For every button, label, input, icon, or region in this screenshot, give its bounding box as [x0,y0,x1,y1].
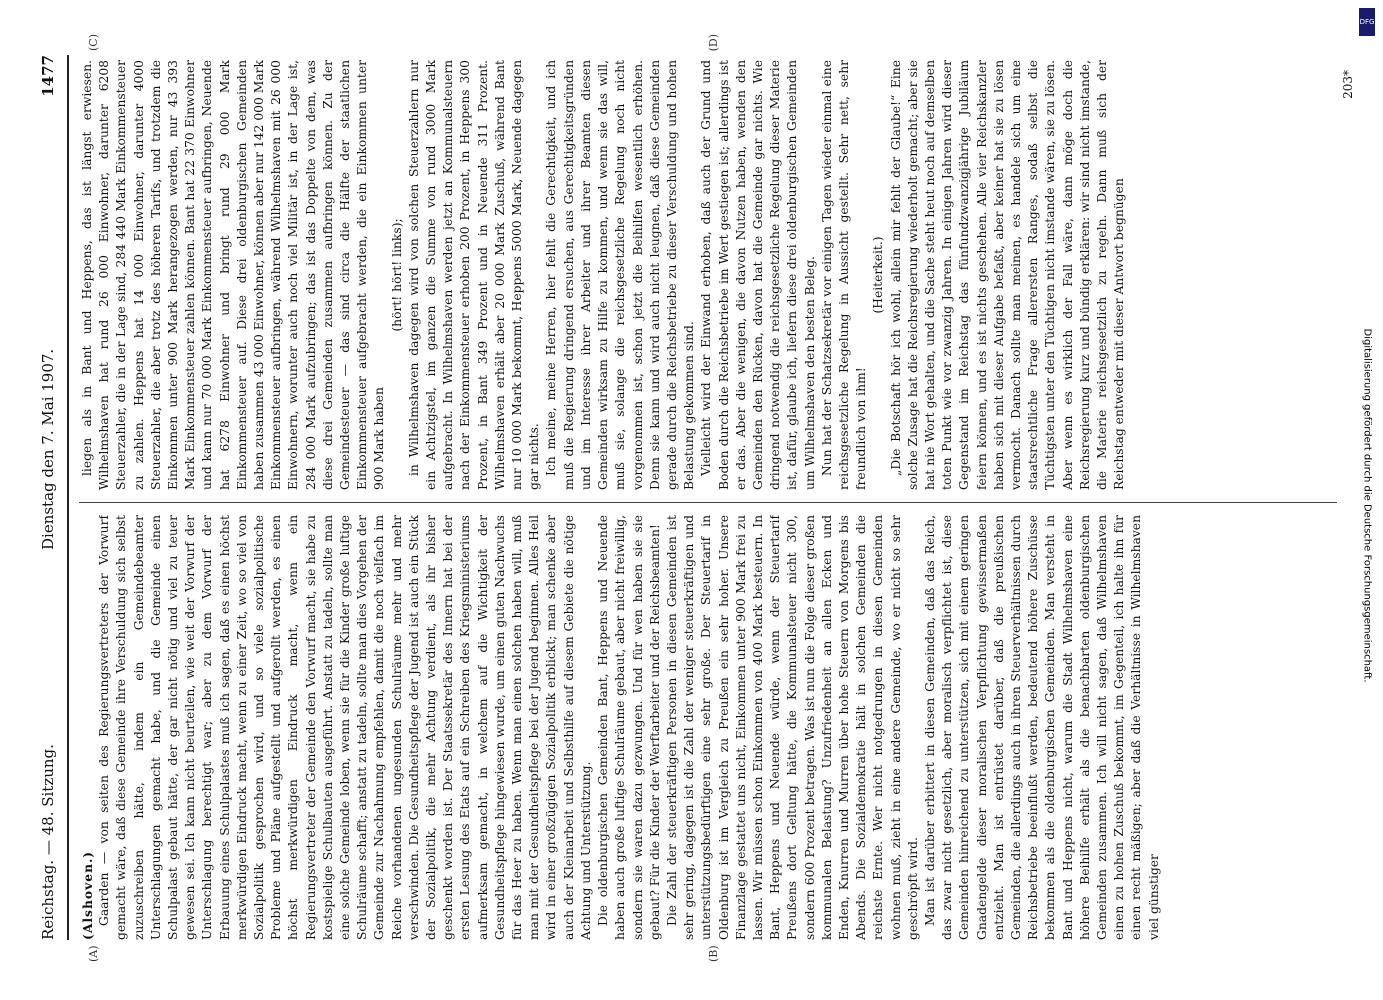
interjection: (Heiterkeit.) [870,236,885,314]
column-divider [79,502,1337,503]
paragraph: Die Zahl der steuerkräftigen Personen in diesen Gemeinden ist sehr gering, dagegen ist die Zahl der weniger steuerkräftigen und unterstützungsbedürftigen eine sehr große. Der Steuertarif in Oldenburg ist im Vergleich zu Preußen ein sehr hoher. Unsere Finanzlage gestattet uns nicht, Einkommen unter 900 Mark frei zu lassen. Wir müssen schon Einkommen von 400 Mark besteuern. In Bant, Heppens und Neuende würde, wenn der Steuertarif Preußens dort Geltung hätte, die Kommunalsteuer nicht 300, sondern 600 Prozent betragen. Was ist nun die Folge dieser großen kommunalen Belastung? Unzufriedenheit an allen Ecken und Enden, Knurren und Murren über hohe Steuern von Morgens bis Abends. Die Sozialdemokratie hält in solchen Gemeinden die reichste Ernte. Wer nicht notgedrungen in diesen Gemeinden wohnen muß, zieht in eine andere Gemeinde, wo er nicht so sehr geschröpft wird. [664,515,920,940]
interjection: (hört! hört! links); [389,218,404,332]
signature-mark: 203* [1340,70,1355,99]
paragraph: Nun hat der Schatzsekretär vor einigen Tagen wieder einmal eine reichsgesetzliche Regelung in Aussicht gestellt. Sehr nett, sehr freundlich von ihm! [819,60,868,490]
header-left: Reichstag. — 48. Sitzung. [38,744,57,940]
right-column [79,60,1337,490]
header-rule [67,55,69,940]
margin-marker-b: (B) [706,945,720,962]
page-header [39,30,65,970]
paragraph: in Wilhelmshaven dagegen wird von solchen Steuerzahlern nur ein Achtzigstel, im ganzen die Summe von rund 3000 Mark aufgebracht. In Wilhelmshaven werden jetzt an Kommunalsteuern nach der Einkommensteuer erhoben 200 Prozent, in Heppens 300 Prozent, in Bant 349 Prozent und in Neuende 311 Prozent. Wilhelmshaven erhält aber 20 000 Mark Zuschuß, während Bant nur 10 000 Mark bekommt, Heppens 5000 Mark, Neuende dagegen gar nichts. [406,60,541,490]
dfg-logo-icon: DFG [1359,8,1375,36]
scanned-page [27,30,1357,970]
margin-marker-c: (C) [86,34,100,51]
digitization-credit: Digitalisierung gefördert durch die Deutsche Forschungsgemeinschaft. [1361,328,1373,683]
paragraph: Vielleicht wird der Einwand erhoben, daß auch der Grund und Boden durch die Reichsbetriebe im Wert gestiegen ist; allerdings ist er das. Aber die wenigen, die davon Nutzen haben, wenden den Gemeinden den Rücken, davon hat die Gemeinde gar nichts. Wie dringend notwendig die reichsgesetzliche Regelung dieser Materie ist, dafür, glaube ich, liefern diese drei oldenburgischen Gemeinden um Wilhelmshaven den besten Beleg. [698,60,817,490]
speaker-name: (Alshoven.) [79,850,95,940]
page-number: 1477 [38,55,57,97]
paragraph: Ich meine, meine Herren, hier fehlt die Gerechtigkeit, und ich muß die Regierung dringend ersuchen, aus Gerechtigkeitsgründen und im Interesse ihrer Arbeiter und ihrer Beamten diesen Gemeinden wirksam zu Hilfe zu kommen, und wenn sie das will, muß sie, solange die reichsgesetzliche Regelung noch nicht vorgenommen ist, schon jetzt die Beihilfen wesentlich erhöhen. Denn sie kann und wird auch nicht leugnen, daß diese Gemeinden gerade durch die Reichsbetriebe zu dieser Verschuldung und hohen Belastung gekommen sind. [543,60,696,490]
dfg-sidebar [1357,0,1377,1000]
paragraph: Gaarden — von seiten des Regierungsvertreters der Vorwurf gemacht wäre, daß diese Gemeinde ihre Verschuldung sich selbst zuzuschreiben hätte, indem ein Gemeindebeamter Unterschlagungen gemacht habe, und die Gemeinde einen Schulpalast gebaut hätte, der gar nicht nötig und viel zu teuer gewesen sei. Ich kann nicht beurteilen, wie weit der Vorwurf der Unterschlagung berechtigt war; aber zu dem Vorwurf der Erbauung eines Schulpalastes muß ich sagen, daß es einen höchst merkwürdigen Eindruck macht, wenn zu einer Zeit, wo so viel von Sozialpolitik gesprochen wird, und so viele sozialpolitische Probleme und Pläne aufgestellt und aufgerollt werden, es einen höchst merkwürdigen Eindruck macht, wenn ein Regierungsvertreter der Gemeinde den Vorwurf macht, sie habe zu kostspielige Schulbauten ausgeführt. Anstatt zu tadeln, sollte man eine solche Gemeinde loben, wenn sie für die Kinder große luftige Schulräume schafft; anstatt zu tadeln, sollte man dies Vorgehen der Gemeinde zur Nachahmung empfehlen, damit die noch vielfach im Reiche vorhandenen ungesunden Schulräume mehr und mehr verschwinden. Die Gesundheitspflege der Jugend ist auch ein Stück der Sozialpolitik, die mehr Achtung verdient, als ihr bisher geschenkt worden ist. Der Staatssekretär des Innern hat bei der ersten Lesung des Etats auf ein Schreiben des Kriegsministeriums aufmerksam gemacht, in welchem auf die Wichtigkeit der Gesundheitspflege hingewiesen wurde, um einen guten Nachwuchs für das Heer zu haben. Wenn man einen solchen haben will, muß man mit der Gesundheitspflege bei der Jugend beginnen. Alles Heil wird in einer großzügigen Sozialpolitik erblickt; man schenke aber auch der Kleinarbeit und Selbsthilfe auf diesem Gebiete die nötige Achtung und Unterstützung. [96,515,593,940]
paragraph: liegen als in Bant und Heppens, das ist längst erwiesen. Wilhelmshaven hat rund 26 000 Einwohner, darunter 6208 Steuerzahler, die in der Lage sind, 284 440 Mark Einkommensteuer zu zahlen. Heppens hat 14 000 Einwohner, darunter 4000 Steuerzahler, die aber trotz des höheren Tarifs, und trotzdem die Einkommen unter 900 Mark herangezogen werden, nur 43 393 Mark Einkommensteuer zahlen können. Bant hat 22 370 Einwohner und kann nur 70 000 Mark Einkommensteuer aufbringen, Neuende hat 6278 Einwohner und bringt rund 29 000 Mark Einkommensteuer auf. Diese drei oldenburgischen Gemeinden haben zusammen 43 000 Einwohner, können aber nur 142 000 Mark Einkommensteuer aufbringen, während Wilhelmshaven mit 26 000 Einwohnern, worunter auch noch viel Militär ist, in der Lage ist, 284 000 Mark aufzubringen; das ist das Doppelte von dem, was diese drei Gemeinden zusammen aufbringen können. Zu der Gemeindesteuer — das sind circa die Hälfte der staatlichen Einkommensteuer aufgebracht werden, die ein Einkommen unter 900 Mark haben [79,60,386,490]
paragraph: Die oldenburgischen Gemeinden Bant, Heppens und Neuende haben auch große luftige Schulräume gebaut, aber nicht freiwillig, sondern sie waren dazu gezwungen. Und für wen haben sie sie gebaut? Für die Kinder der Werftarbeiter und der Reichsbeamten! [595,515,662,940]
margin-marker-d: (D) [706,34,720,52]
margin-marker-a: (A) [86,945,100,962]
header-center: Dienstag den 7. Mai 1907. [38,348,57,550]
paragraph: Man ist darüber erbittert in diesen Gemeinden, daß das Reich, das zwar nicht gesetzlich, aber moralisch verpflichtet ist, diese Gemeinden hinreichend zu unterstützen, sich mit einem geringen Gnadengelde dieser moralischen Verpflichtung gewissermaßen entzieht. Man ist entrüstet darüber, daß die preußischen Gemeinden, die allerdings auch in ihren Steuerverhältnissen durch Reichsbetriebe beeinflußt werden, bedeutend höhere Zuschüsse bekommen als die oldenburgischen Gemeinden. Man versteht in Bant und Heppens nicht, warum die Stadt Wilhelmshaven eine höhere Beihilfe erhält als die benachbarten oldenburgischen Gemeinden zusammen. Ich will nicht sagen, daß Wilhelmshaven einen zu hohen Zuschuß bekommt, im Gegenteil, ich halte ihn für einen recht mäßigen; aber daß die Verhältnisse in Wilhelmshaven viel günstiger [922,515,1161,940]
left-column [79,515,1337,940]
paragraph: „Die Botschaft hör ich wohl, allein mir fehlt der Glaube!“ Eine solche Zusage hat die Reichsregierung wiederholt gemacht; aber sie hat nie Wort gehalten, und die Sache steht heut noch auf demselben toten Punkt wie vor zwanzig Jahren. In einigen Jahren wird dieser Gegenstand im Reichstag das fünfundzwanzigjährige Jubiläum feiern können, und es ist nichts geschehen. Alle vier Reichskanzler haben sich mit dieser Aufgabe befaßt, aber keiner hat sie zu lösen vermocht. Danach sollte man meinen, es handele sich um eine staatsrechtliche Frage allerersten Ranges, sodaß selbst die Tüchtigsten unter den Tüchtigen nicht imstande wären, sie zu lösen. Aber wenn es wirklich der Fall wäre, dann möge doch die Reichsregierung kurz und bündig erklären: wir sind nicht imstande, die Materie reichsgesetzlich zu regeln. Dann muß sich der Reichstag entweder mit dieser Antwort begnügen [888,60,1126,490]
